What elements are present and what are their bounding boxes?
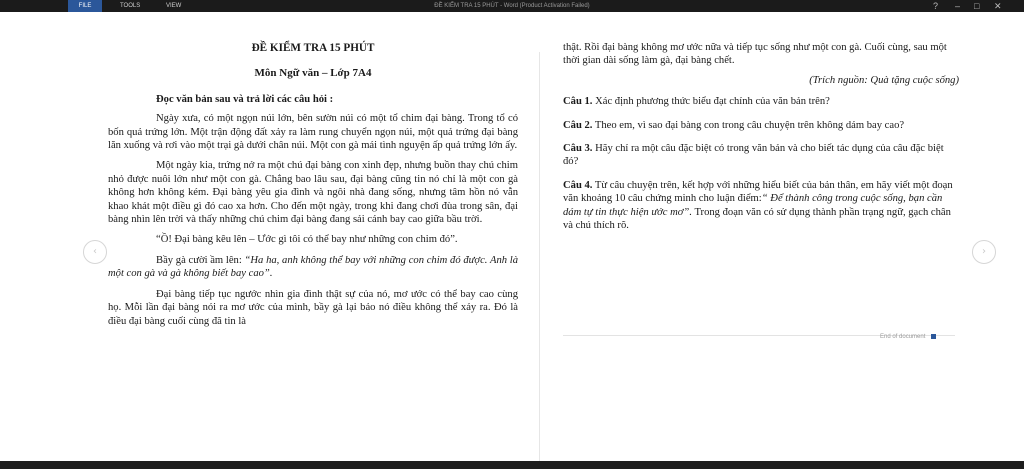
paragraph-continuation: thật. Rồi đại bàng không mơ ước nữa và tiếp tục sống như một con gà. Cuối cùng, sau một thời gian dài sống làm gà, đại bàng chết. bbox=[563, 42, 947, 67]
left-column bbox=[108, 42, 518, 335]
question-2-text: Theo em, vì sao đại bàng con trong câu chuyện trên không dám bay cao? bbox=[592, 119, 905, 131]
question-3 bbox=[563, 142, 959, 169]
help-icon[interactable]: ? bbox=[933, 1, 939, 11]
status-bar bbox=[0, 461, 1024, 469]
question-4-label: Câu 4. bbox=[563, 179, 593, 191]
question-2-label: Câu 2. bbox=[563, 119, 593, 131]
doc-instruction: Đọc văn bản sau và trả lời các câu hỏi : bbox=[156, 93, 334, 105]
question-3-text: Hãy chỉ ra một câu đặc biệt có trong văn bản và cho biết tác dụng của câu đặc biệt đó? bbox=[563, 143, 944, 168]
restore-icon[interactable]: □ bbox=[974, 1, 980, 11]
question-4 bbox=[563, 179, 959, 233]
paragraph-4-quote: “Ha ha, anh không thể bay với những con chim đó được. Anh là một con gà và gà không biết bay cao”. bbox=[108, 254, 518, 280]
question-1-text: Xác định phương thức biểu đạt chính của văn bản trên? bbox=[592, 96, 830, 108]
next-page-button[interactable] bbox=[972, 240, 996, 264]
paragraph-5: Đại bàng tiếp tục ngước nhìn gia đình thật sự của nó, mơ ước có thể bay cao cùng họ. Mỗi lần đại bàng nói ra mơ ước của mình, bầy gà lại bảo nó điều không thể xảy ra. Đó là điều đại bàng cuối cùng đã tin là bbox=[108, 288, 518, 327]
tab-file[interactable]: FILE bbox=[68, 0, 102, 12]
doc-subtitle: Môn Ngữ văn – Lớp 7A4 bbox=[254, 67, 372, 80]
chevron-left-icon: ‹ bbox=[93, 246, 97, 257]
paragraph-4-intro: Bầy gà cười ầm lên: bbox=[156, 254, 245, 266]
ribbon-bar bbox=[0, 0, 1024, 12]
question-4-quote: “ Để thành công trong cuộc sống, bạn cần dám tự tin thực hiện ước mơ”. bbox=[563, 193, 943, 218]
question-1 bbox=[563, 95, 959, 108]
question-4-tail: Trong đoạn văn có sử dụng thành phần trạng ngữ, gạch chân và chú thích rõ. bbox=[563, 206, 951, 232]
right-column bbox=[563, 41, 959, 242]
close-icon[interactable]: ✕ bbox=[994, 1, 1002, 11]
paragraph-2: Một ngày kia, trứng nở ra một chú đại bàng con xinh đẹp, nhưng buồn thay chú chim nhỏ được nuôi lớn như một con gà. Chẳng bao lâu sau, đại bàng cũng tin nó chỉ là một con gà không hơn không kém. Đại bàng yêu gia đình và ngôi nhà đang sống, nhưng tâm hồn nó vẫn khao khát một điều gì đó cao xa hơn. Cho đến một ngày, trong khi đang chơi đùa trong sân, đại bàng nhìn lên trời và thấy những chú chim đại bàng đang sải cánh bay cao giữa bầu trời. bbox=[108, 160, 518, 226]
paragraph-3: “Ồ! Đại bàng kêu lên – Ước gì tôi có thể bay như những con chim đó”. bbox=[156, 234, 458, 246]
end-of-document bbox=[880, 334, 936, 340]
tab-tools[interactable]: TOOLS bbox=[120, 3, 141, 9]
question-2 bbox=[563, 119, 959, 132]
question-3-label: Câu 3. bbox=[563, 143, 593, 155]
paragraph-1: Ngày xưa, có một ngọn núi lớn, bên sườn núi có một tổ chim đại bàng. Trong tổ có bốn quả trứng lớn. Một trận động đất xảy ra làm rung chuyển ngọn núi, một quả trứng đại bàng lăn xuống và rơi vào một trại gà dưới chân núi. Một con gà mái tình nguyện ấp quả trứng lớn ấy. bbox=[108, 113, 518, 152]
tab-view[interactable]: VIEW bbox=[166, 3, 182, 9]
column-divider bbox=[539, 52, 540, 462]
document-page bbox=[0, 12, 1024, 461]
question-1-label: Câu 1. bbox=[563, 96, 593, 108]
chevron-right-icon: › bbox=[982, 246, 986, 257]
minimize-icon[interactable]: – bbox=[955, 1, 961, 11]
end-marker-icon bbox=[931, 334, 936, 339]
doc-title: ĐỀ KIỂM TRA 15 PHÚT bbox=[251, 42, 375, 54]
paragraph-4 bbox=[108, 254, 518, 281]
question-4-text: Từ câu chuyện trên, kết hợp với những hiểu biết của bản thân, em hãy viết một đoạn văn khoảng 10 câu chứng minh cho luận điểm: bbox=[563, 179, 953, 205]
previous-page-button[interactable] bbox=[83, 240, 107, 264]
source-citation: (Trích nguồn: Quà tặng cuộc sống) bbox=[809, 74, 959, 86]
window-title: ĐỀ KIỂM TRA 15 PHÚT - Word (Product Activation Failed) bbox=[434, 3, 590, 9]
end-of-document-label: End of document bbox=[880, 334, 926, 341]
